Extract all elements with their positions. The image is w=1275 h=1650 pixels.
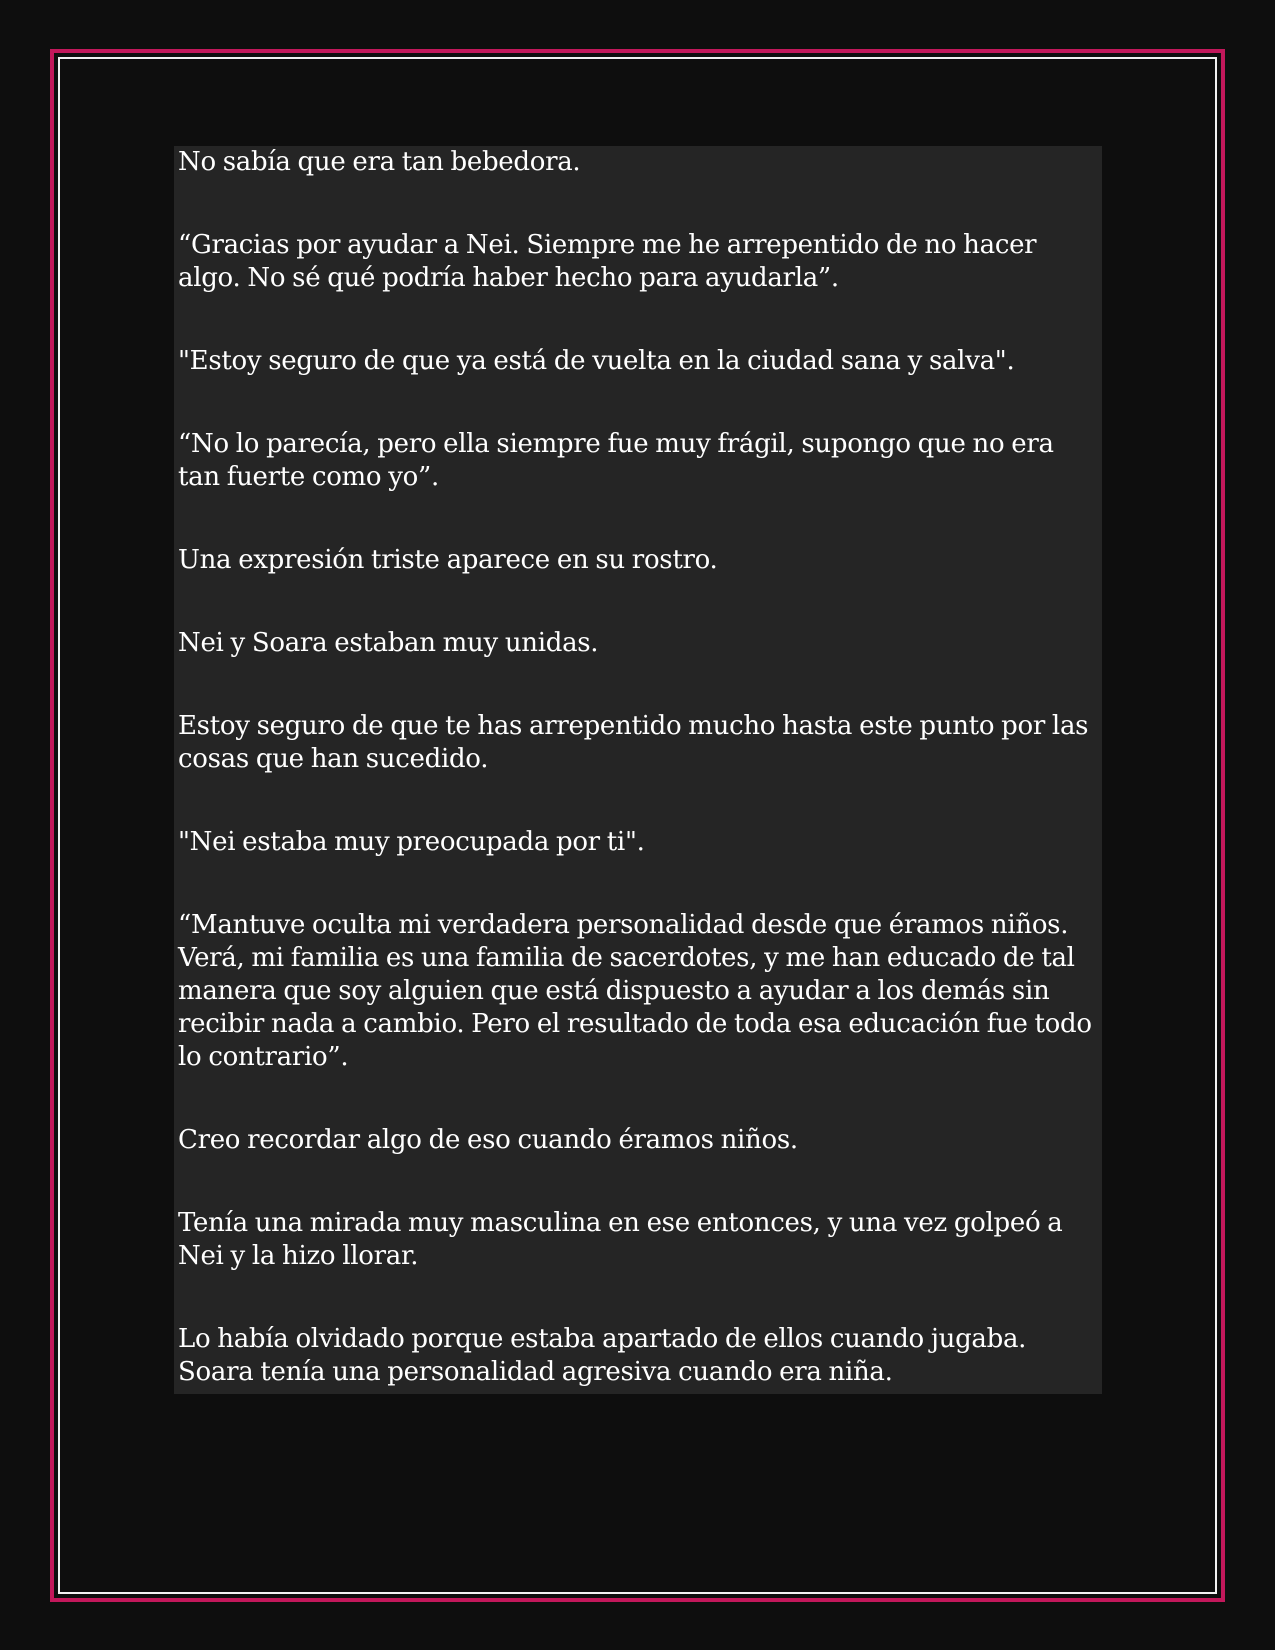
paragraph: Creo recordar algo de eso cuando éramos niños.: [178, 1125, 798, 1155]
paragraph: “No lo parecía, pero ella siempre fue muy frágil, supongo que no era tan fuerte como yo”.: [178, 429, 1054, 492]
paragraph: Tenía una mirada muy masculina en ese entonces, y una vez golpeó a Nei y la hizo llorar.: [178, 1208, 1063, 1271]
paragraph: "Nei estaba muy preocupada por ti".: [178, 827, 645, 857]
paragraph: No sabía que era tan bebedora.: [178, 147, 581, 177]
paragraph: “Mantuve oculta mi verdadera personalidad desde que éramos niños. Verá, mi familia es una familia de sacerdotes, y me han educado de tal manera que soy alguien que está dispuesto a ayudar a los demás sin recibir nada a cambio. Pero el resultado de toda esa educación fue todo lo contrario”.: [178, 910, 1092, 1072]
paragraph: Estoy seguro de que te has arrepentido mucho hasta este punto por las cosas que han sucedido.: [178, 711, 1089, 774]
text-panel: [174, 146, 1102, 1394]
paragraph: Lo había olvidado porque estaba apartado de ellos cuando jugaba. Soara tenía una personalidad agresiva cuando era niña.: [178, 1324, 1027, 1387]
paragraph: "Estoy seguro de que ya está de vuelta en la ciudad sana y salva".: [178, 346, 1015, 376]
paragraph: Nei y Soara estaban muy unidas.: [178, 628, 599, 658]
paragraph: Una expresión triste aparece en su rostro.: [178, 545, 718, 575]
paragraph: “Gracias por ayudar a Nei. Siempre me he arrepentido de no hacer algo. No sé qué podría haber hecho para ayudarla”.: [178, 230, 1037, 293]
